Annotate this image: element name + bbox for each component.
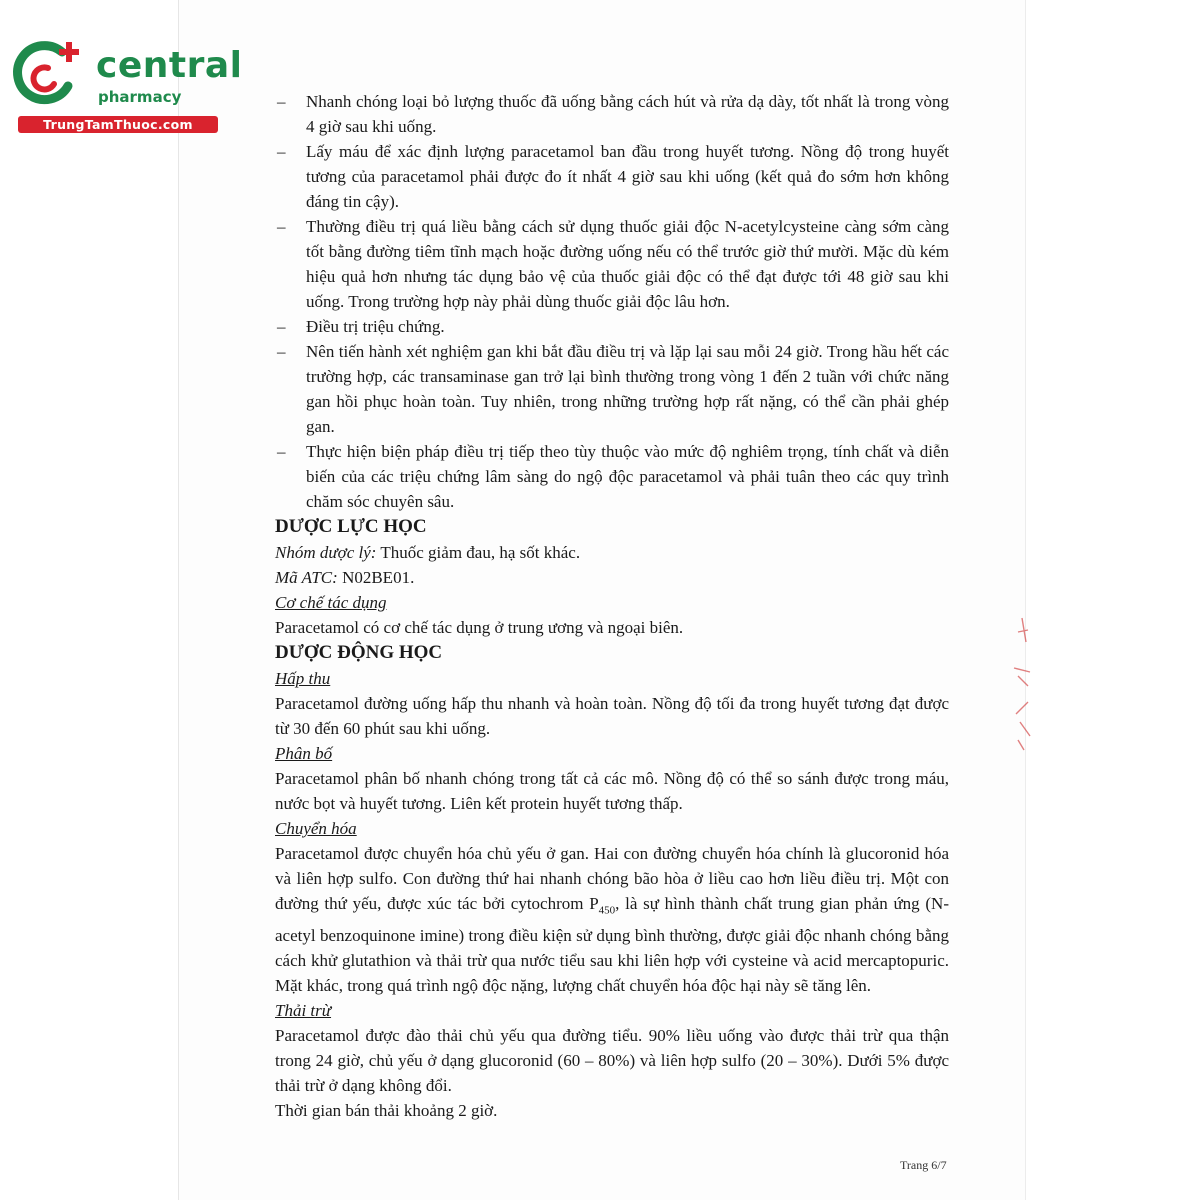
cytochrome-subscript: 450 (598, 904, 616, 917)
mechanism-subheading: Cơ chế tác dụng (275, 593, 387, 612)
list-item (275, 439, 949, 514)
logo-brand-name: central (96, 45, 243, 86)
bullet-dash: – (277, 92, 286, 111)
list-item-text: Lấy máu để xác định lượng paracetamol ban đầu trong huyết tương. Nồng độ trong huyết tương của paracetamol phải được đo ít nhất 4 giờ sau khi uống (kết quả đo sớm hơn không đáng tin cậy). (306, 142, 949, 211)
elimination-subheading: Thải trừ (275, 1001, 332, 1021)
metabolism-text-b: , là sự hình thành chất trung gian phản ứng (N-acetyl benzoquinone imine) trong điều kiện sử dụng bình thường, được giải độc nhanh chóng bằng cách khử glutathion và thải trừ qua nước tiểu sau khi liên hợp với cysteine và acid mercaptopuric. Mặt khác, trong quá trình ngộ độc nặng, lượng chất chuyển hóa độc hại này sẽ tăng lên. (275, 894, 949, 996)
elimination-text: Paracetamol được đào thải chủ yếu qua đường tiểu. 90% liều uống vào được thải trừ qua thận trong 24 giờ, chủ yếu ở dạng glucoronid (60 – 80%) và liên hợp sulfo (20 – 30%). Dưới 5% được thải trừ ở dạng không đổi. (275, 1026, 949, 1096)
mechanism-text: Paracetamol có cơ chế tác dụng ở trung ương và ngoại biên. (275, 618, 684, 637)
atc-value: N02BE01. (337, 568, 415, 587)
list-item (275, 89, 949, 139)
atc-label: Mã ATC: (275, 568, 338, 587)
distribution-text: Paracetamol phân bố nhanh chóng trong tất cả các mô. Nồng độ có thể so sánh được trong máu, nước bọt và huyết tương. Liên kết protein huyết tương thấp. (275, 769, 949, 813)
pharmacy-cross-icon (10, 38, 88, 108)
bullet-dash: – (277, 217, 286, 236)
atc-code (275, 565, 949, 590)
list-item-text: Điều trị triệu chứng. (306, 317, 445, 336)
red-stamp-mark-icon (1008, 612, 1038, 752)
list-item (275, 314, 949, 339)
metabolism-subheading: Chuyển hóa (275, 819, 357, 838)
list-item-text: Thực hiện biện pháp điều trị tiếp theo tùy thuộc vào mức độ nghiêm trọng, tính chất và diễn biến của các triệu chứng lâm sàng do ngộ độc paracetamol và phải tuân theo các quy trình chăm sóc chuyên sâu. (306, 442, 949, 511)
logo-website: TrungTamThuoc.com (18, 116, 218, 133)
page-number: Trang 6/7 (900, 1158, 947, 1172)
list-item-text: Nhanh chóng loại bỏ lượng thuốc đã uống bằng cách hút và rửa dạ dày, tốt nhất là trong vòng 4 giờ sau khi uống. (306, 92, 949, 136)
absorption-text: Paracetamol đường uống hấp thu nhanh và hoàn toàn. Nồng độ tối đa trong huyết tương đạt được từ 30 đến 60 phút sau khi uống. (275, 694, 949, 738)
central-pharmacy-logo (8, 36, 243, 136)
half-life-text: Thời gian bán thải khoảng 2 giờ. (275, 1101, 498, 1121)
list-item-text: Nên tiến hành xét nghiệm gan khi bắt đầu điều trị và lặp lại sau mỗi 24 giờ. Trong hầu hết các trường hợp, các transaminase gan trở lại bình thường trong vòng 1 đến 2 tuần với chức năng gan hồi phục hoàn toàn. Tuy nhiên, trong những trường hợp rất nặng, có thể cần phải ghép gan. (306, 342, 949, 436)
pharmacokinetics-heading: DƯỢC ĐỘNG HỌC (275, 642, 443, 663)
treatment-list (275, 89, 949, 514)
group-label: Nhóm dược lý: (275, 543, 377, 562)
bullet-dash: – (277, 317, 286, 336)
bullet-dash: – (277, 342, 286, 361)
list-item-text: Thường điều trị quá liều bằng cách sử dụng thuốc giải độc N-acetylcysteine càng sớm càng tốt bằng đường tiêm tĩnh mạch hoặc đường uống nếu có thể trước giờ thứ mười. Mặc dù kém hiệu quả hơn nhưng tác dụng bảo vệ của thuốc giải độc có thể đạt được tới 48 giờ sau khi uống. Trong trường hợp này phải dùng thuốc giải độc lâu hơn. (306, 217, 949, 311)
bullet-dash: – (277, 142, 286, 161)
group-value: Thuốc giảm đau, hạ sốt khác. (376, 543, 581, 562)
pharmacodynamics-heading: DƯỢC LỰC HỌC (275, 516, 427, 537)
pharmacological-group (275, 540, 949, 565)
logo-subtitle: pharmacy (98, 88, 182, 106)
bullet-dash: – (277, 442, 286, 461)
distribution-subheading: Phân bố (275, 744, 333, 763)
list-item (275, 339, 949, 439)
list-item (275, 214, 949, 314)
metabolism-text (275, 841, 949, 998)
list-item (275, 139, 949, 214)
document-content (275, 89, 949, 1123)
metabolism-text-a: Paracetamol được chuyển hóa chủ yếu ở gan. Hai con đường chuyển hóa chính là glucoronid hóa và liên hợp sulfo. Con đường thứ hai nhanh chóng bão hòa ở liều cao hơn liều điều trị. Một con đường thứ yếu, được xúc tác bởi cytochrom P (275, 844, 949, 913)
absorption-subheading: Hấp thu (275, 669, 331, 688)
